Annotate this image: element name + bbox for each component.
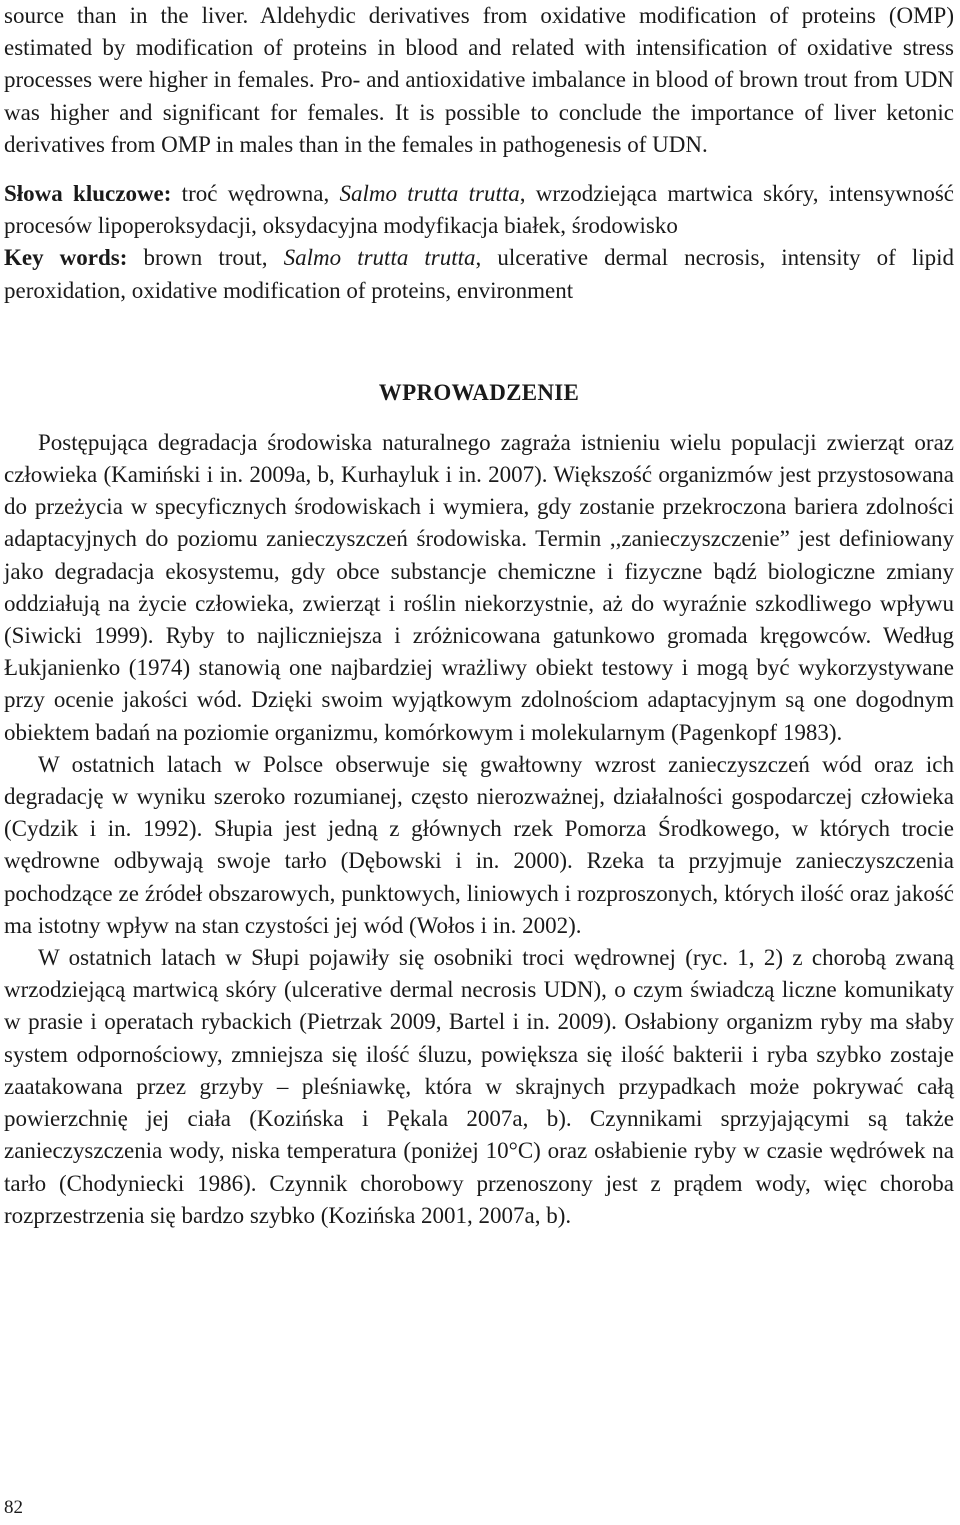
page-body (4, 0, 954, 1232)
keywords-english-after: , ulcerative dermal necrosis, intensity of lipid peroxidation, oxidative modification of proteins, environment (4, 245, 954, 303)
section-heading: WPROWADZENIE (378, 379, 580, 405)
keywords-english-before: brown trout, (127, 245, 284, 271)
keywords-polish-before: troć wędrowna, (171, 181, 340, 207)
abstract-text: source than in the liver. Aldehydic derivatives from oxidative modification of proteins (OMP) estimated by modification of proteins in blood and related with intensification of oxidative stress processes were higher in females. Pro- and antioxidative imbalance in blood of brown trout from UDN was higher and significant for females. It is possible to conclude the importance of liver ketonic derivatives from OMP in males than in the females in pathogenesis of UDN. (4, 3, 954, 157)
keywords-english (4, 242, 954, 306)
page-number: 82 (4, 1497, 23, 1518)
keywords-polish (4, 178, 954, 242)
paragraph: W ostatnich latach w Polsce obserwuje się gwałtowny wzrost zanieczyszczeń wód oraz ich degradację w wyniku szeroko rozumianej, często nierozważnej, działalności gospodarczej człowieka (Cydzik i in. 1992). Słupia jest jedną z głównych rzek Pomorza Środkowego, w których trocie wędrowne odbywają swoje tarło (Dębowski i in. 2000). Rzeka ta przyjmuje zanieczyszczenia pochodzące ze źródeł obszarowych, punktowych, liniowych i rozproszonych, których ilość oraz jakość ma istotny wpływ na stan czystości jej wód (Wołos i in. 2002). (4, 751, 954, 938)
keywords-polish-after: , wrzodziejąca martwica skóry, intensywność procesów lipoperoksydacji, oksydacyjna modyfikacja białek, środowisko (4, 181, 954, 239)
paragraph: W ostatnich latach w Słupi pojawiły się osobniki troci wędrownej (ryc. 1, 2) z chorobą zwaną wrzodziejącą martwicą skóry (ulcerative dermal necrosis UDN), o czym świadczą liczne komunikaty w prasie i operatach rybackich (Pietrzak 2009, Bartel i in. 2009). Osłabiony organizm ryby ma słaby system odpornościowy, zmniejsza się ilość śluzu, powiększa się ilość bakterii i ryba szybko zostaje zaatakowana przez grzyby – pleśniawkę, która w skrajnych przypadkach może pokrywać całą powierzchnię jej ciała (Kozińska i Pękala 2007a, b). Czynnikami sprzyjającymi są także zanieczyszczenia wody, niska temperatura (poniżej 10°C) oraz osłabienie ryby w czasie wędrówek na tarło (Chodyniecki 1986). Czynnik chorobowy przenoszony jest z prądem wody, więc choroba rozprzestrzenia się bardzo szybko (Kozińska 2001, 2007a, b). (4, 945, 954, 1228)
paragraph: Postępująca degradacja środowiska naturalnego zagraża istnieniu wielu populacji zwierząt oraz człowieka (Kamiński i in. 2009a, b, Kurhayluk i in. 2007). Większość organizmów jest przystosowana do przeżycia w specyficznych środowiskach i wymiera, gdy zostanie przekroczona bariera zdolności adaptacyjnych do poziomu zanieczyszczeń środowiska. Termin ,,zanieczyszczenie” jest definiowany jako degradacja ekosystemu, gdy obce substancje chemiczne i fizyczne bądź biologiczne zmiany oddziałują na życie człowieka, zwierząt i roślin niekorzystnie, aż do wyraźnie szkodliwego wpływu (Siwicki 1999). Ryby to najliczniejsza i zróżnicowana gatunkowo gromada kręgowców. Według Łukjanienko (1974) stanowią one najbardziej wrażliwy obiekt testowy i mogą być wykorzystywane przy ocenie jakości wód. Dzięki swoim wyjątkowym zdolnościom adaptacyjnym są one dogodnym obiektem badań na poziomie organizmu, komórkowym i molekularnym (Pagenkopf 1983). (4, 429, 954, 745)
keywords-english-label: Key words: (4, 245, 128, 271)
keywords-english-species: Salmo trutta trutta (283, 245, 476, 271)
keywords-polish-species: Salmo trutta trutta (339, 181, 520, 207)
keywords-polish-label: Słowa kluczowe: (4, 181, 172, 207)
keywords-block (4, 178, 954, 307)
